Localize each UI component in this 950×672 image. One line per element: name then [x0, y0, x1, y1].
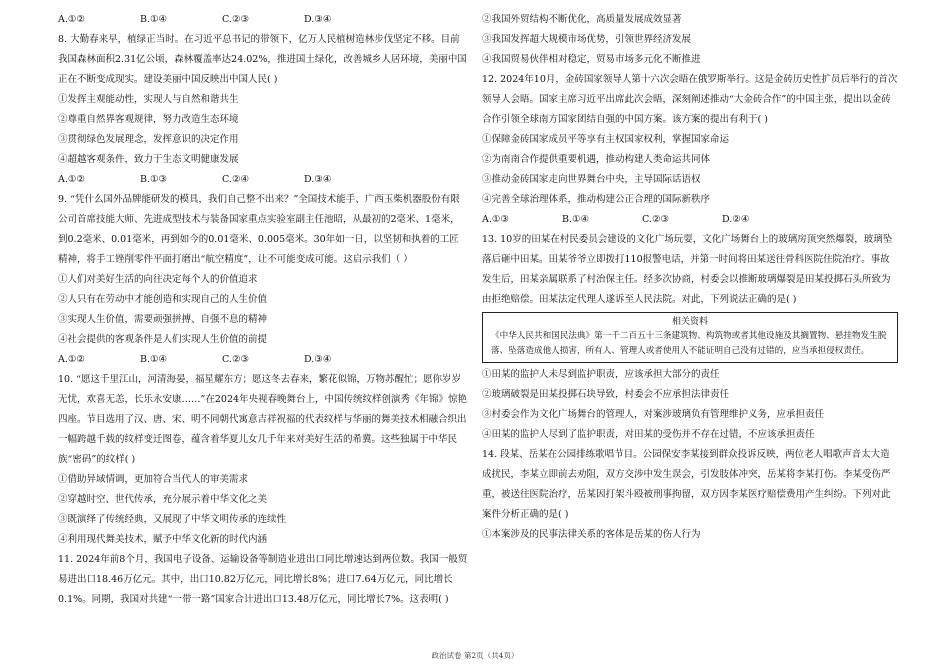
page-footer: 政治试卷 第2页（共4页） [431, 651, 519, 660]
q12-item-2: ②为南南合作提供重要机遇，推动构建人类命运共同体 [482, 154, 711, 165]
option-c: C.②③ [642, 214, 669, 225]
left-column [58, 10, 468, 610]
option-a: A.①② [58, 354, 85, 365]
q8-item-2: ②尊重自然界客观规律，努力改造生态环境 [58, 114, 239, 125]
option-c: C.②④ [222, 174, 249, 185]
q10-item-4: ④利用现代舞美技术，赋予中华文化新的时代内涵 [58, 534, 268, 545]
option-c: C.②③ [222, 14, 249, 25]
box-body: 《中华人民共和国民法典》第一千二百五十三条建筑物、构筑物或者其他设施及其搁置物、悬挂物发生脱落、坠落造成他人损害，所有人、管理人或者使用人不能证明自己没有过错的，应当承担侵权责任。 [491, 331, 887, 356]
q8-item-1: ①发挥主观能动性，实现人与自然和谐共生 [58, 94, 239, 105]
q9-item-2: ②人只有在劳动中才能创造和实现自己的人生价值 [58, 294, 268, 305]
q8-item-4: ④超越客观条件，致力于生态文明健康发展 [58, 154, 239, 165]
q13-stem: 13. 10岁的田某在村民委员会建设的文化广场玩耍，文化广场舞台上的玻璃房顶突然爆裂，玻璃坠落后砸中田某。田某爷爷立即拨打110报警电话，并第一时间将田某送往骨科医院住院治疗。事故发生后，田某亲属联系了村治保主任。经多次协商，村委会以推断玻璃爆裂是田某投掷石头所致为由拒绝赔偿。田某法定代理人遂诉至人民法院。对此，下列说法正确的是( ) [482, 234, 893, 305]
q8-item-3: ③贯彻绿色发展理念，发挥意识的决定作用 [58, 134, 239, 145]
q13-item-3: ③村委会作为文化广场舞台的管理人，对案涉玻璃负有管理维护义务，应承担责任 [482, 409, 825, 420]
q9-options [58, 350, 468, 370]
box-title: 相关资料 [671, 317, 708, 327]
option-d: D.③④ [304, 174, 332, 185]
q12-item-4: ④完善全球治理体系，推动构建公正合理的国际新秩序 [482, 194, 711, 205]
q9-item-1: ①人们对美好生活的向往决定每个人的价值追求 [58, 274, 258, 285]
q8-options [58, 170, 468, 190]
option-a: A.①③ [482, 214, 509, 225]
option-d: D.③④ [304, 354, 332, 365]
q10-item-1: ①借助异域情调，更加符合当代人的审美需求 [58, 474, 249, 485]
q9-item-4: ④社会提供的客观条件是人们实现人生价值的前提 [58, 334, 268, 345]
option-d: D.②④ [722, 214, 750, 225]
option-a: A.①② [58, 174, 85, 185]
q12-item-1: ①保障金砖国家成员平等享有主权国家权利，掌握国家命运 [482, 134, 730, 145]
q9-stem: 9. “凭什么国外品牌能研发的模具，我们自己整不出来？”全国技术能手、广西玉柴机器股份有限公司首席技能大师、先进成型技术与装备国家重点实验室副主任池昭，从最初的2毫米、1毫米，到0.2毫米、0.01毫米，再到如今的0.01毫米、0.005毫米。30年如一日，以坚韧和执着的工匠精神，将手工锉削零件平面打磨出“航空精度”，让不可能变成可能。这启示我们（ ） [58, 194, 460, 265]
q14-stem: 14. 段某、岳某在公园排练歌唱节目。公园保安李某接到群众投诉反映，两位老人唱歌声音太大造成扰民，李某立即前去劝阻，双方交涉中发生误会，引发肢体冲突，岳某将李某打伤。李某受伤严重，被送往医院治疗，岳某因打架斗殴被刑事拘留，双方因李某医疗赔偿费用产生纠纷。下列对此案件分析正确的是( ) [482, 449, 891, 520]
q11-item-4: ④我国贸易伙伴相对稳定，贸易市场多元化不断推进 [482, 54, 701, 65]
related-materials-box [482, 312, 898, 363]
q12-item-3: ③推动金砖国家走向世界舞台中央，主导国际话语权 [482, 174, 701, 185]
q13-item-2: ②玻璃破裂是田某投掷石块导致，村委会不应承担法律责任 [482, 389, 730, 400]
option-b: B.①③ [140, 174, 168, 185]
option-b: B.①④ [562, 214, 590, 225]
q7-options [58, 10, 468, 30]
q13-item-4: ④田某的监护人尽到了监护职责，对田某的受伤并不存在过错，不应该承担责任 [482, 429, 815, 440]
q9-item-3: ③实现人生价值，需要顽强拼搏、自强不息的精神 [58, 314, 268, 325]
option-d: D.③④ [304, 14, 332, 25]
option-a: A.①② [58, 14, 85, 25]
q13-item-1: ①田某的监护人未尽到监护职责，应该承担大部分的责任 [482, 369, 720, 380]
option-b: B.①④ [140, 354, 168, 365]
right-column [482, 10, 898, 545]
q12-options [482, 210, 898, 230]
q14-item-1: ①本案涉及的民事法律关系的客体是岳某的伤人行为 [482, 529, 701, 540]
q10-item-2: ②穿越时空、世代传承，充分展示着中华文化之美 [58, 494, 268, 505]
q11-stem: 11. 2024年前8个月，我国电子设备、运输设备等制造业进出口同比增速达到两位数。我国一般贸易进出口18.46万亿元。其中，出口10.82万亿元，同比增长8%；进口7.64万亿元，同比增长0.1%。同期，我国对共建“一带一路”国家合计进出口13.48万亿元，同比增长7%。这表明( ) [58, 554, 468, 605]
q11-item-2: ②我国外贸结构不断优化，高质量发展成效显著 [482, 14, 682, 25]
q11-item-3: ③我国发挥超大规模市场优势，引领世界经济发展 [482, 34, 692, 45]
q12-stem: 12. 2024年10月，金砖国家领导人第十六次会晤在俄罗斯举行。这是金砖历史性扩员后举行的首次领导人会晤。国家主席习近平出席此次会晤，深刻阐述推动“大金砖合作”的中国主张，提出以金砖合作引领全球南方国家团结自强的中国方案。该方案的提出有利于( ) [482, 74, 898, 125]
q8-stem: 8. 大勤春来早，植绿正当时。在习近平总书记的带领下，亿万人民植树造林步伐坚定不移。目前我国森林面积2.31亿公顷，森林覆盖率达24.02%，推进国土绿化，改善城乡人居环境，美丽中国正在不断变成现实。建设美丽中国反映出中国人民( ) [58, 34, 467, 85]
q10-stem: 10. “愿这千里江山，河清海晏，福星耀东方；愿这冬去春来，繁花似锦，万物苏醒忙；愿你岁岁无忧，欢喜无恙，长乐永安康……”在2024年央视春晚舞台上，中国传统纹样创演秀《年锦》惊艳四座。节目选用了汉、唐、宋、明不同朝代寓意吉祥祝福的代表纹样与华丽的舞美技术相融合织出一幅跨越千载的纹样变迁图卷，蕴含着华夏儿女几千年来对美好生活的希冀。这些独属于中华民族“密码”的纹样( ) [58, 374, 468, 465]
option-b: B.①④ [140, 14, 168, 25]
option-c: C.②③ [222, 354, 249, 365]
q10-item-3: ③既演绎了传统经典，又展现了中华文明传承的连续性 [58, 514, 287, 525]
